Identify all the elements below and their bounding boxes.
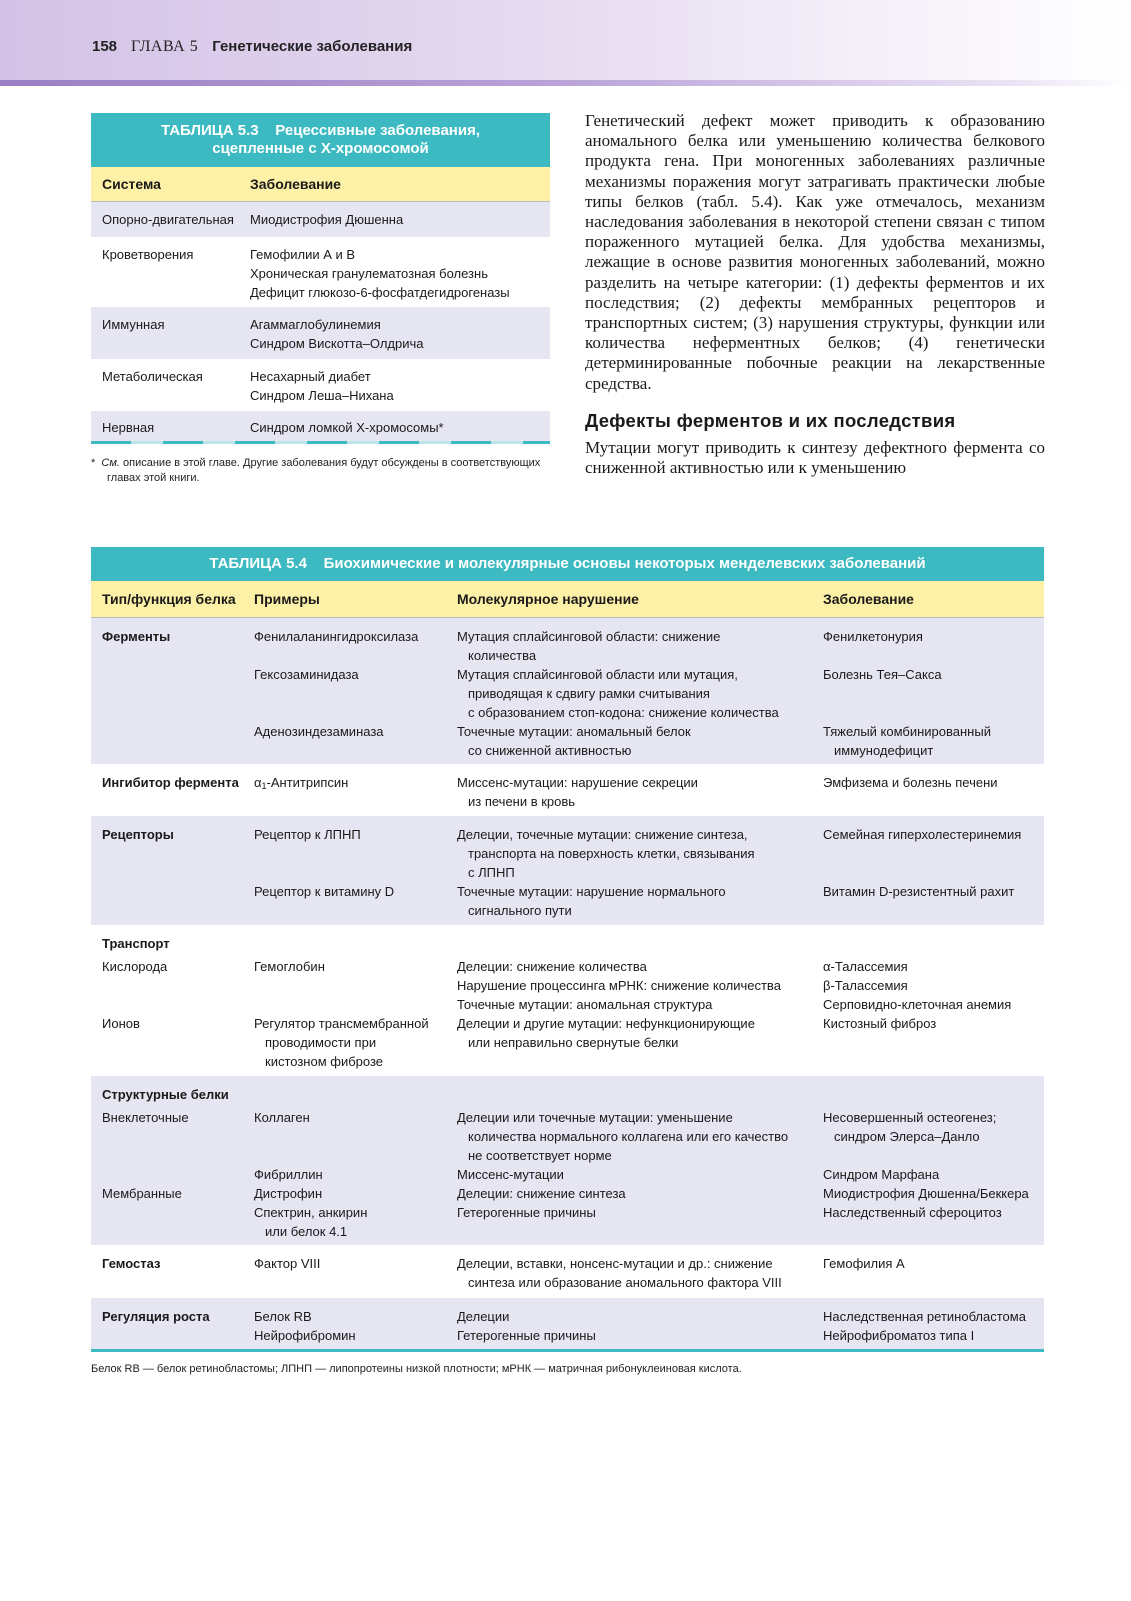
disease-text: иммунодефицит <box>834 743 934 758</box>
table-footnote: Белок RB — белок ретинобластомы; ЛПНП — липопротеины низкой плотности; мРНК — матричная рибонуклеиновая кислота. <box>91 1363 742 1375</box>
chapter-title: Генетические заболевания <box>212 38 413 55</box>
defect-cell <box>457 722 823 760</box>
defect-text: Делеции, точечные мутации: снижение синтеза, <box>457 827 748 842</box>
type-cell <box>91 882 254 920</box>
subscript: 1 <box>261 781 267 791</box>
defect-text: Точечные мутации: аномальная структура <box>457 997 713 1012</box>
table-caption: ТАБЛИЦА 5.4 Биохимические и молекулярные основы некоторых менделевских заболеваний <box>91 547 1044 581</box>
defect-cell <box>457 882 823 920</box>
disease: Дефицит глюкозо-6-фосфатдегидрогеназы <box>250 285 510 300</box>
table-line <box>91 825 1044 882</box>
system-cell: Нервная <box>102 420 155 435</box>
subtype-cell: Мембранные <box>102 1186 182 1201</box>
defect-text: не соответствует норме <box>468 1148 612 1163</box>
example-cell: Рецептор к ЛПНП <box>254 827 361 842</box>
system-cell: Иммунная <box>102 317 165 332</box>
defect-text: сигнального пути <box>468 903 572 918</box>
defect-text: Мутация сплайсинговой области: снижение <box>457 629 721 644</box>
defect-cell <box>457 1014 823 1071</box>
table-line <box>91 1326 1044 1345</box>
table-bottom-rule <box>91 441 550 444</box>
caption-line: сцепленные с Х-хромосомой <box>212 140 429 157</box>
defect-cell: Гетерогенные причины <box>457 1205 596 1220</box>
defect-cell: Делеции <box>457 1309 510 1324</box>
defect-cell <box>457 665 823 722</box>
disease-cell <box>823 957 1044 1014</box>
caption-line: ТАБЛИЦА 5.3 Рецессивные заболевания, <box>161 122 480 139</box>
table-line <box>91 722 1044 760</box>
disease-text: α-Талассемия <box>823 959 908 974</box>
example-cell: Фибриллин <box>254 1167 323 1182</box>
table-group <box>91 816 1044 925</box>
defect-text: Точечные мутации: нарушение нормального <box>457 884 726 899</box>
subtype-cell <box>91 1203 254 1241</box>
table-group <box>91 1245 1044 1298</box>
table-5-4 <box>91 547 1044 1375</box>
defect-text: Делеции: снижение количества <box>457 959 647 974</box>
paragraph: Мутации могут приводить к синтезу дефектного фермента со сниженной активностью или к уменьшению <box>585 437 1045 478</box>
disease: Миодистрофия Дюшенна <box>250 212 404 227</box>
table-line <box>91 1203 1044 1241</box>
subtype-cell: Кислорода <box>102 959 168 974</box>
defect-text: с образованием стоп-кодона: снижение количества <box>468 705 779 720</box>
disease-cell: Витамин D-резистентный рахит <box>823 884 1015 899</box>
disease-cell: Гемофилия А <box>823 1256 905 1271</box>
defect-text: транспорта на поверхность клетки, связывания <box>468 846 755 861</box>
table-note <box>91 456 550 486</box>
example-cell: Гемоглобин <box>254 959 325 974</box>
table-line <box>91 1014 1044 1071</box>
type-cell: Транспорт <box>102 936 170 951</box>
disease: Несахарный диабет <box>250 369 371 384</box>
defect-cell <box>457 627 823 665</box>
table-row <box>91 202 550 237</box>
table-line <box>91 1184 1044 1203</box>
table-line <box>91 1108 1044 1165</box>
disease-cell: Эмфизема и болезнь печени <box>823 775 998 790</box>
example-cell: Рецептор к витамину D <box>254 884 395 899</box>
defect-text: количества нормального коллагена или его качество <box>468 1129 789 1144</box>
column-header: Примеры <box>254 591 320 607</box>
table-header <box>91 167 550 202</box>
example-cell <box>254 773 457 811</box>
disease: Синдром Леша–Нихана <box>250 388 394 403</box>
defect-text: со сниженной активностью <box>468 743 632 758</box>
disease-cell: Наследственная ретинобластома <box>823 1309 1026 1324</box>
disease-cell: Болезнь Тея–Сакса <box>823 667 942 682</box>
defect-text: Нарушение процессинга мРНК: снижение количества <box>457 978 781 993</box>
disease: Хроническая гранулематозная болезнь <box>250 266 488 281</box>
page-number: 158 <box>92 38 118 55</box>
table-line <box>91 957 1044 1014</box>
column-header: Система <box>102 176 161 192</box>
defect-text: Точечные мутации: аномальный белок <box>457 724 691 739</box>
column-header: Молекулярное нарушение <box>457 591 639 607</box>
table-line <box>91 1085 1044 1104</box>
disease-cell: Кистозный фиброз <box>823 1016 937 1031</box>
note-mark: * <box>91 457 96 469</box>
defect-text: количества <box>468 648 537 663</box>
example-cell: Коллаген <box>254 1110 310 1125</box>
table-line <box>91 665 1044 722</box>
table-line <box>91 773 1044 811</box>
defect-text: с ЛПНП <box>468 865 515 880</box>
disease-cell <box>250 210 550 231</box>
system-cell: Кроветворения <box>102 247 194 262</box>
table-row <box>91 411 550 441</box>
defect-text: Мутация сплайсинговой области или мутация, <box>457 667 738 682</box>
note-see: См. <box>101 457 120 469</box>
defect-text: Делеции и другие мутации: нефункционирующие <box>457 1016 755 1031</box>
subtype-cell: Внеклеточные <box>102 1110 189 1125</box>
column-header: Заболевание <box>823 591 914 607</box>
table-line <box>91 627 1044 665</box>
disease: Синдром ломкой X-хромосомы* <box>250 420 444 435</box>
disease-cell: Фенилкетонурия <box>823 629 923 644</box>
disease-cell: Семейная гиперхолестеринемия <box>823 827 1022 842</box>
table-header <box>91 581 1044 618</box>
defect-cell <box>457 1254 823 1292</box>
table-group <box>91 1298 1044 1349</box>
disease-cell <box>250 367 550 405</box>
example-text: кистозном фиброзе <box>265 1054 384 1069</box>
system-cell: Метаболическая <box>102 369 203 384</box>
table-line <box>91 1254 1044 1292</box>
disease-cell <box>250 245 550 301</box>
disease-cell <box>823 1108 1044 1165</box>
defect-cell: Делеции: снижение синтеза <box>457 1186 626 1201</box>
example-text: или белок 4.1 <box>265 1224 348 1239</box>
disease: Синдром Вискотта–Олдрича <box>250 336 424 351</box>
table-row <box>91 237 550 307</box>
chapter-label: ГЛАВА 5 <box>131 38 199 55</box>
table-caption <box>91 113 550 167</box>
body-text-column <box>585 111 1045 478</box>
system-cell: Опорно-двигательная <box>102 212 234 227</box>
type-cell: Гемостаз <box>102 1256 161 1271</box>
disease-cell: Наследственный сфероцитоз <box>823 1205 1002 1220</box>
type-cell: Рецепторы <box>102 827 174 842</box>
disease-text: Несовершенный остеогенез; <box>823 1110 997 1125</box>
type-cell: Регуляция роста <box>102 1309 210 1324</box>
alpha-symbol: α <box>254 775 262 790</box>
disease-cell: Нейрофиброматоз типа I <box>823 1328 975 1343</box>
example-cell: Фенилаланингидроксилаза <box>254 629 419 644</box>
table-bottom-rule <box>91 1349 1044 1352</box>
table-line <box>91 934 1044 953</box>
example-cell: Нейрофибромин <box>254 1328 356 1343</box>
table-5-3 <box>91 113 550 486</box>
disease-text: Тяжелый комбинированный <box>823 724 991 739</box>
defect-cell <box>457 957 823 1014</box>
table-line <box>91 882 1044 920</box>
defect-text: приводящая к сдвигу рамки считывания <box>468 686 710 701</box>
example-text: Спектрин, анкирин <box>254 1205 368 1220</box>
table-line <box>91 1307 1044 1326</box>
disease-cell <box>823 722 1044 760</box>
defect-text: или неправильно свернутые белки <box>468 1035 679 1050</box>
table-group <box>91 1076 1044 1245</box>
type-cell <box>91 1326 254 1345</box>
example-text: проводимости при <box>265 1035 377 1050</box>
defect-cell <box>457 1108 823 1165</box>
defect-text: Делеции или точечные мутации: уменьшение <box>457 1110 733 1125</box>
section-heading: Дефекты ферментов и их последствия <box>585 409 956 431</box>
disease-text: β-Талассемия <box>823 978 908 993</box>
disease-text: Серповидно-клеточная анемия <box>823 997 1012 1012</box>
subtype-cell <box>91 1165 254 1184</box>
table-group <box>91 764 1044 816</box>
table-group <box>91 925 1044 1076</box>
table-group <box>91 618 1044 764</box>
disease-cell: Миодистрофия Дюшенна/Беккера <box>823 1186 1029 1201</box>
disease-cell <box>250 315 550 353</box>
table-row <box>91 359 550 411</box>
example-text: Регулятор трансмембранной <box>254 1016 429 1031</box>
defect-cell <box>457 825 823 882</box>
disease: Гемофилии А и В <box>250 247 356 262</box>
disease-cell <box>250 418 550 435</box>
disease-cell: Синдром Марфана <box>823 1167 940 1182</box>
paragraph: Генетический дефект может приводить к образованию аномального белка или уменьшению количества белкового продукта гена. При моногенных заболеваниях различные механизмы поражения могут затрагивать практически любые типы белков (табл. 5.4). Как уже отмечалось, механизм наследования заболевания в некоторой степени связан с типом пораженного мутацией белка. Для удобства механизмы, лежащие в основе развития моногенных заболеваний, можно разделить на четыре категории: (1) дефекты ферментов и их последствия; (2) дефекты мембранных рецепторов и транспортных систем; (3) нарушения структуры, функции или количества неферментных белков; (4) генетически детерминированные побочные реакции на лекарственные средства. <box>585 111 1045 393</box>
example-cell: Аденозиндезаминаза <box>254 724 384 739</box>
defect-text: синтеза или образование аномального фактора VIII <box>468 1275 782 1290</box>
table-row <box>91 307 550 359</box>
type-cell <box>91 722 254 760</box>
running-header <box>92 38 412 56</box>
defect-text: из печени в кровь <box>468 794 576 809</box>
header-rule <box>0 80 1131 86</box>
table-line <box>91 1165 1044 1184</box>
example-cell <box>254 1203 457 1241</box>
example-cell: Дистрофин <box>254 1186 323 1201</box>
column-header: Тип/функция белка <box>102 591 236 607</box>
defect-cell <box>457 773 823 811</box>
subtype-cell: Ионов <box>102 1016 140 1031</box>
type-cell: Ферменты <box>102 629 171 644</box>
defect-cell: Миссенс-мутации <box>457 1167 564 1182</box>
type-cell: Структурные белки <box>102 1087 229 1102</box>
example-cell: Белок RB <box>254 1309 312 1324</box>
type-cell <box>91 665 254 722</box>
disease-text: синдром Элерса–Данло <box>834 1129 980 1144</box>
defect-text: Делеции, вставки, нонсенс-мутации и др.: снижение <box>457 1256 773 1271</box>
example-cell <box>254 1014 457 1071</box>
defect-text: Миссенс-мутации: нарушение секреции <box>457 775 698 790</box>
defect-cell: Гетерогенные причины <box>457 1328 596 1343</box>
column-header: Заболевание <box>250 176 341 192</box>
example-cell: Фактор VIII <box>254 1256 321 1271</box>
type-cell: Ингибитор фермента <box>102 775 239 790</box>
example-text: -Антитрипсин <box>266 775 349 790</box>
example-cell: Гексозаминидаза <box>254 667 359 682</box>
disease: Агаммаглобулинемия <box>250 317 381 332</box>
note-text: описание в этой главе. Другие заболевания будут обсуждены в соответствующих главах этой книги. <box>107 457 541 484</box>
